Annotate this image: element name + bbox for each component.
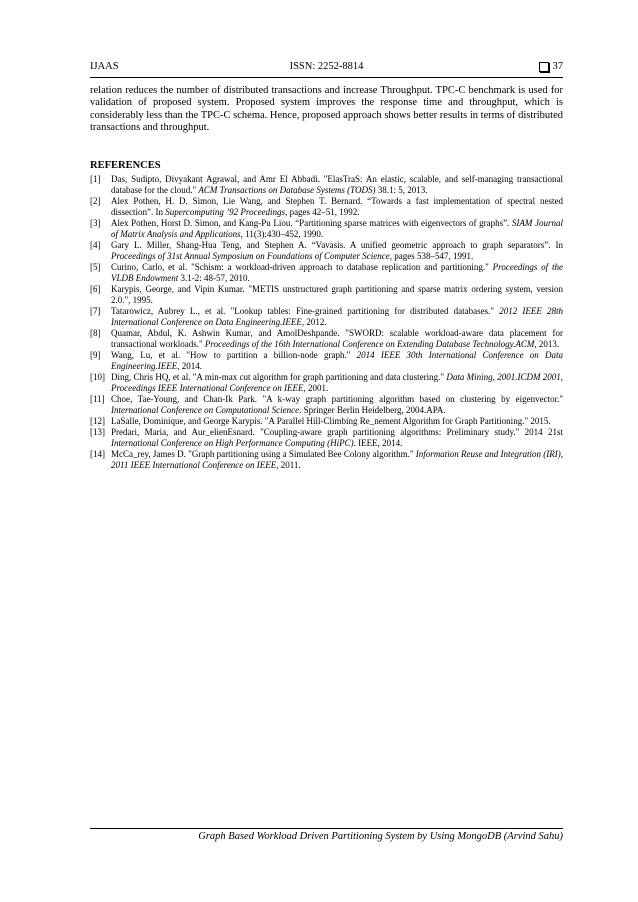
reference-details: , pages 538–547, 1991. <box>389 251 474 261</box>
reference-text: Ding, Chris HQ, et al. "A min-max cut algorithm for graph partitioning and data clustering." <box>111 372 447 382</box>
page-number: 37 <box>552 61 563 72</box>
reference-source: Data Mining, 2001.ICDM 2001, Proceedings IEEE International Conference on IEEE <box>111 372 563 393</box>
reference-number: [4] <box>90 240 101 250</box>
header-divider <box>90 77 563 78</box>
reference-text: Alex Pothen, H. D. Simon, Lie Wang, and Stephen T. Bernard. “Towards a fast implementation of spectral nested dissection”. In <box>111 196 563 217</box>
reference-details: 3.1-2: 48-57, 2010. <box>178 273 250 283</box>
reference-item <box>90 306 563 328</box>
reference-details: , 2013. <box>534 339 560 349</box>
reference-number: [1] <box>90 174 101 184</box>
reference-item <box>90 416 563 427</box>
reference-text: Quamar, Abdul, K. Ashwin Kumar, and AmolDeshpande. "SWORD: scalable workload-aware data placement for transactional workloads." <box>111 328 563 349</box>
reference-details: 2012. <box>304 317 327 327</box>
reference-text: Das, Sudipto, Divyakant Agrawal, and Amr El Abbadi. "ElasTraS: An elastic, scalable, and self-managing transactional database for the cloud." <box>111 174 563 195</box>
reference-number: [5] <box>90 262 101 272</box>
body-paragraph: relation reduces the number of distributed transactions and increase Throughput. TPC-C benchmark is used for validation of proposed system. Proposed system improves the response time and throughput, which is considerably less than the TPC-C schema. Hence, proposed approach shows better results in terms of distributed transactions and throughput. <box>90 85 563 134</box>
reference-item <box>90 328 563 350</box>
reference-number: [10] <box>90 372 105 382</box>
reference-source: Proceedings of 31st Annual Symposium on Foundations of Computer Science <box>111 251 390 261</box>
reference-details: 38.1: 5, 2013. <box>375 185 428 195</box>
reference-text: Curino, Carlo, et al. "Schism: a workload-driven approach to database replication and partitioning." <box>111 262 493 272</box>
reference-details: , 2014. <box>177 361 202 371</box>
reference-text: Choe, Tae-Young, and Chan-Ik Park. "A k-way graph partitioning algorithm based on clustering by eigenvector." <box>111 394 563 404</box>
reference-number: [8] <box>90 328 101 338</box>
reference-text: Karypis, George, and Vipin Kumar. "METIS unstructured graph partitioning and sparse matrix ordering system, version 2.0.", 1995. <box>111 284 563 305</box>
footer-divider <box>90 828 563 829</box>
reference-source: Supercomputing ’92 Proceedings <box>165 207 286 217</box>
reference-details: , 11(3):430–452, 1990. <box>240 229 324 239</box>
reference-number: [14] <box>90 449 105 459</box>
reference-number: [7] <box>90 306 101 316</box>
reference-text: Alex Pothen, Horst D. Simon, and Kang-Pu Liou. “Partitioning sparse matrices with eigenvectors of graphs”. <box>111 218 512 228</box>
reference-source: Information Reuse and Integration (IRI), 2011 IEEE International Conference on IEEE <box>111 449 563 470</box>
reference-number: [12] <box>90 416 105 426</box>
reference-item <box>90 174 563 196</box>
reference-item <box>90 284 563 306</box>
references-heading: REFERENCES <box>90 160 161 171</box>
reference-number: [9] <box>90 350 101 360</box>
reference-source: 2012 IEEE 28th International Conference on Data Engineering.IEEE, <box>111 306 563 327</box>
page-footer: Graph Based Workload Driven Partitioning System by Using MongoDB (Arvind Sahu) <box>198 831 563 842</box>
reference-source: SIAM Journal of Matrix Analysis and Applications <box>111 218 563 239</box>
reference-source: International Conference on Computational Science <box>111 405 300 415</box>
reference-details: . IEEE, 2014. <box>353 438 403 448</box>
reference-details: , 2011. <box>276 460 301 470</box>
reference-item <box>90 196 563 218</box>
reference-item <box>90 394 563 416</box>
reference-source: Proceedings of the 16th International Conference on Extending Database Technology.ACM <box>204 339 535 349</box>
reference-text: Wang, Lu, et al. "How to partition a billion-node graph." <box>111 350 357 360</box>
reference-number: [2] <box>90 196 101 206</box>
reference-details: , 2001. <box>303 383 329 393</box>
reference-item <box>90 427 563 449</box>
reference-item <box>90 218 563 240</box>
reference-details: . Springer Berlin Heidelberg, 2004.APA. <box>299 405 446 415</box>
reference-text: Gary L. Miller, Shang-Hua Teng, and Stephen A. “Vavasis. A unified geometric approach to graph separators”. In <box>111 240 563 250</box>
reference-text: Predari, Maria, and Aur_elienEsnard. "Coupling-aware graph partitioning algorithms: Preliminary study." 2014 21st <box>111 427 563 437</box>
reference-source: 2014 IEEE 30th International Conference on Data Engineering.IEEE <box>111 350 564 371</box>
journal-name: IJAAS <box>90 61 119 72</box>
reference-item <box>90 372 563 394</box>
reference-source: ACM Transactions on Database Systems (TODS) <box>198 185 376 195</box>
reference-item <box>90 262 563 284</box>
reference-number: [3] <box>90 218 101 228</box>
reference-item <box>90 240 563 262</box>
page-header <box>90 61 563 77</box>
reference-number: [13] <box>90 427 105 437</box>
reference-item <box>90 449 563 471</box>
reference-text: Tatarowicz, Aubrey L., et al. "Lookup tables: Fine-grained partitioning for distributed databases." <box>111 306 500 316</box>
reference-number: [11] <box>90 394 105 404</box>
checkbox-square-icon <box>539 62 549 72</box>
reference-details: , pages 42–51, 1992. <box>285 207 360 217</box>
reference-text: McCa_rey, James D. "Graph partitioning using a Simulated Bee Colony algorithm." <box>111 449 416 459</box>
reference-item <box>90 350 563 372</box>
reference-number: [6] <box>90 284 101 294</box>
reference-source: International Conference on High Performance Computing (HiPC) <box>111 438 354 448</box>
references-list <box>90 174 563 471</box>
reference-text: LaSalle, Dominique, and George Karypis. "A Parallel Hill-Climbing Re_nement Algorithm for Graph Partitioning." 2015. <box>111 416 551 426</box>
reference-source: Proceedings of the VLDB Endowment <box>111 262 563 283</box>
issn-number: ISSN: 2252-8814 <box>289 61 364 72</box>
